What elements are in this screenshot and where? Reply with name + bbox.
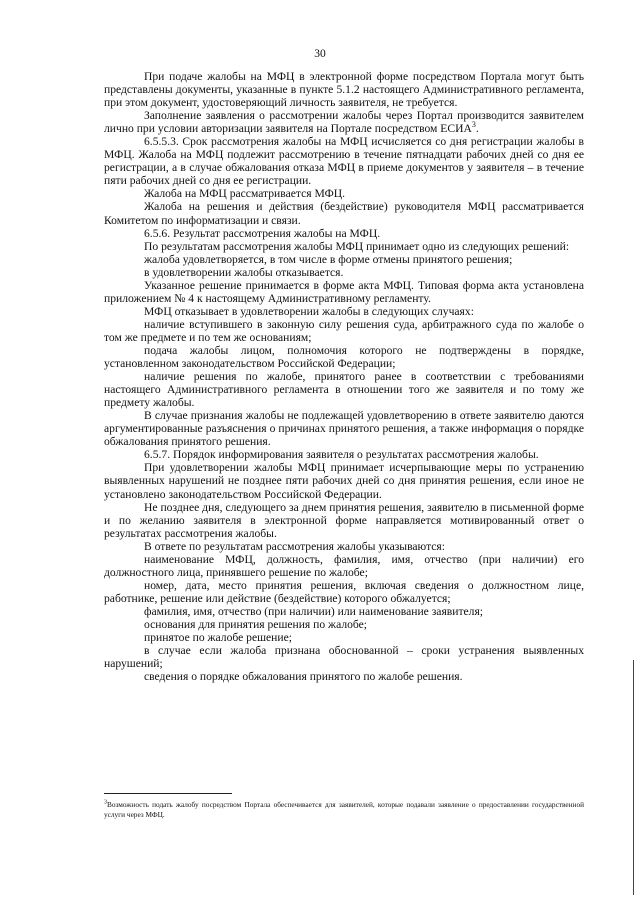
paragraph-end: . [475, 122, 479, 136]
paragraph: Не позднее дня, следующего за днем принятия решения, заявителю в письменной форме и по желанию заявителя в электронной форме направляется мотивированный ответ о результатах рассмотрения жалобы. [104, 500, 584, 540]
footnote-number: 3 [104, 799, 107, 806]
footnote [104, 800, 584, 820]
footnote-text: Возможность подать жалобу посредством Портала обеспечивается для заявителей, которые подавали заявление о предоставлении государственной услуги через МФЦ. [104, 800, 584, 819]
paragraph: По результатам рассмотрения жалобы МФЦ принимает одно из следующих решений: [144, 239, 570, 253]
list-item: наличие решения по жалобе, принятого ранее в соответствии с требованиями настоящего Административного регламента в отношении того же заявителя и по тому же предмету жалобы. [104, 370, 584, 410]
paragraph [104, 109, 584, 135]
paragraph: При удовлетворении жалобы МФЦ принимает исчерпывающие меры по устранению выявленных нарушений не позднее пяти рабочих дней со дня принятия решения, если иное не установлено законодательством Российской Федерации. [104, 461, 584, 501]
list-item: основания для принятия решения по жалобе; [144, 617, 368, 631]
scan-edge-line [633, 660, 634, 895]
paragraph: В ответе по результатам рассмотрения жалобы указываются: [144, 539, 445, 553]
list-item: жалоба удовлетворяется, в том числе в форме отмены принятого решения; [144, 252, 513, 266]
list-item: наличие вступившего в законную силу решения суда, арбитражного суда по жалобе о том же предмете и по тем же основаниям; [104, 317, 584, 344]
footnote-marker: 3 [471, 120, 476, 130]
paragraph: В случае признания жалобы не подлежащей удовлетворению в ответе заявителю даются аргументированные разъяснения о причинах принятого решения, а также информация о порядке обжалования принятого решения. [104, 409, 584, 449]
section-heading: 6.5.6. Результат рассмотрения жалобы на МФЦ. [144, 226, 381, 240]
paragraph: Жалоба на МФЦ рассматривается МФЦ. [144, 187, 346, 201]
footnote-divider [104, 793, 232, 794]
section-heading: 6.5.7. Порядок информирования заявителя о результатах рассмотрения жалобы. [144, 448, 539, 462]
paragraph-text: Заполнение заявления о рассмотрении жалобы через Портал производится заявителем лично при условии авторизации заявителя на Портале посредством ЕСИА [104, 109, 584, 136]
page-number: 30 [314, 48, 326, 60]
list-item: номер, дата, место принятия решения, включая сведения о должностном лице, работнике, решение или действие (бездействие) которого обжалуется; [104, 578, 584, 605]
paragraph: Указанное решение принимается в форме акта МФЦ. Типовая форма акта установлена приложением № 4 к настоящему Административному регламенту. [104, 278, 584, 305]
list-item: в удовлетворении жалобы отказывается. [144, 265, 344, 279]
list-item: фамилия, имя, отчество (при наличии) или наименование заявителя; [144, 604, 484, 618]
paragraph: Жалоба на решения и действия (бездействие) руководителя МФЦ рассматривается Комитетом по информатизации и связи. [104, 200, 584, 227]
list-item: принятое по жалобе решение; [144, 631, 292, 645]
paragraph: При подаче жалобы на МФЦ в электронной форме посредством Портала могут быть представлены документы, указанные в пункте 5.1.2 настоящего Административного регламента, при этом документ, удостоверяющий личность заявителя, не требуется. [104, 70, 584, 110]
document-body [104, 70, 584, 683]
paragraph: 6.5.5.3. Срок рассмотрения жалобы на МФЦ исчисляется со дня регистрации жалобы в МФЦ. Жалоба на МФЦ подлежит рассмотрению в течение пятнадцати рабочих дней со дня ее регистрации, а в случае обжалования отказа МФЦ в приеме документов у заявителя – в течение пяти рабочих дней со дня ее регистрации. [104, 135, 584, 188]
list-item: сведения о порядке обжалования принятого по жалобе решения. [144, 670, 463, 684]
paragraph: МФЦ отказывает в удовлетворении жалобы в следующих случаях: [144, 304, 474, 318]
list-item: подача жалобы лицом, полномочия которого не подтверждены в порядке, установленном законодательством Российской Федерации; [104, 343, 584, 371]
list-item: в случае если жалоба признана обоснованной – сроки устранения выявленных нарушений; [104, 644, 584, 671]
list-item: наименование МФЦ, должность, фамилия, имя, отчество (при наличии) его должностного лица, принявшего решение по жалобе; [104, 552, 584, 579]
